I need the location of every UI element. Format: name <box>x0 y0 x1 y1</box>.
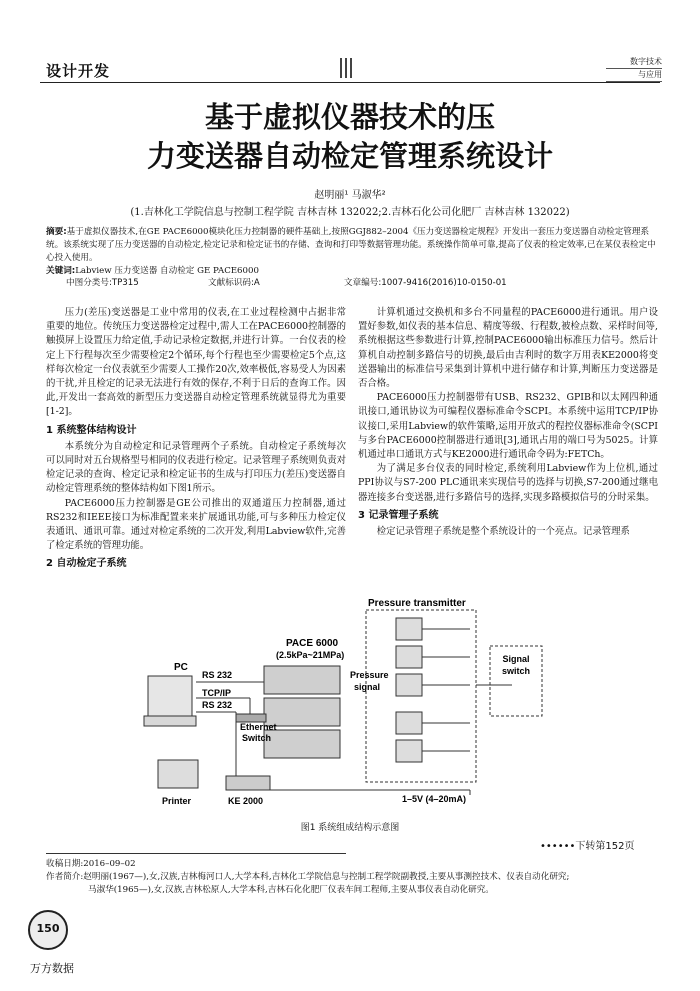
watermark: 万方数据 <box>30 962 74 975</box>
label-rs232-a: RS 232 <box>202 670 233 680</box>
abstract <box>46 226 656 278</box>
section-title: 设计开发 <box>46 62 111 80</box>
label-pressure-signal-2: signal <box>354 682 381 692</box>
label-signal-switch-1: Signal <box>502 654 530 664</box>
left-paragraph-3: PACE6000压力控制器是GE公司推出的双通道压力控制器,通过RS232和IEEE接口为标准配置来来扩展通讯功能,可与多种压力检定仪表通讯、通讯可靠。通过对检定系统的二次开发,利用Labview软件,完善了检定系统的管理功能。 <box>46 497 346 552</box>
paper-title-line1: 基于虚拟仪器技术的压 <box>204 100 495 134</box>
section-3-heading: 3 记录管理子系统 <box>358 509 439 521</box>
left-paragraph-1: 压力(差压)变送器是工业中常用的仪表,在工业过程检测中占据非常重要的地位。传统压力变送器检定过程中,需人工在PACE6000控制器的触摸屏上设置压力给定值,手动记录检定数据,并进行计算。一台仪表的检定上下行程每次至少需要检定2个循环,每个行程也至少需要检定5个点,这样每次检定一台仪表就至少需要人工操作20次,效率极低,容易受人为因素的干扰,并且检定的记录无法进行有效的保存,不利于日后的查询工作。因此,开发出一套高效的新型压力变送器自动检定管理系统就显得尤为重要[1-2]。 <box>46 307 346 418</box>
ethernet-switch-icon <box>236 714 266 722</box>
label-switch: Switch <box>242 733 272 743</box>
right-paragraph-2: PACE6000压力控制器带有USB、RS232、GPIB和以太网四种通讯接口,通讯协议为可编程仪器标准命令SCPI。本系统中运用TCP/IP协议接口,采用Labview的软件策略,运用开放式的程控仪器标准命令(SCPI与多台PACE6000控制器进行通讯[3],通讯占用的端口号为5025。计算机通过串口通讯方式与KE2000进行通讯命令码为:FETCh。 <box>358 392 658 461</box>
header-rule <box>40 82 660 83</box>
right-paragraph-1: 计算机通过交换机和多台不同量程的PACE6000进行通讯。用户设置好参数,如仪表的基本信息、精度等级、行程数,被检点数、采样时间等,系统根据这些参数进行计算,控制PACE6000输出标准压力信号。然后计算机自动控制多路信号的切换,最后由吉利时的数字万用表KE2000将变送器输出的标准信号采集到计算机中进行储存和计算,判断压力变送器是否合格。 <box>358 307 658 390</box>
label-pc: PC <box>174 662 188 673</box>
transmitter-signal-lines <box>422 629 512 795</box>
label-pressure-transmitter: Pressure transmitter <box>368 598 466 609</box>
abstract-label: 摘要: <box>46 227 67 237</box>
label-printer: Printer <box>162 796 192 806</box>
pace-unit-1 <box>264 666 340 694</box>
badge-bottom: 与应用 <box>606 69 662 82</box>
received-date: 收稿日期:2016–09–02 <box>46 859 136 869</box>
printer-icon <box>158 760 198 788</box>
label-tcpip: TCP/IP <box>202 688 232 698</box>
keywords: Labview 压力变送器 自动检定 GE PACE6000 <box>75 266 259 276</box>
label-pace-range: (2.5kPa~21MPa) <box>276 650 345 660</box>
label-ke2000: KE 2000 <box>228 796 264 806</box>
page-number: 150 <box>28 910 68 950</box>
footnote-rule <box>46 853 346 854</box>
label-rs232-b: RS 232 <box>202 700 233 710</box>
transmitter-3 <box>396 674 422 696</box>
section-1-heading: 1 系统整体结构设计 <box>46 424 137 436</box>
transmitter-4 <box>396 712 422 734</box>
label-pace6000: PACE 6000 <box>286 638 339 649</box>
transmitter-1 <box>396 618 422 640</box>
label-ethernet: Ethernet <box>240 722 277 732</box>
footnotes <box>46 858 666 897</box>
article-number: 文章编号:1007-9416(2016)10-0150-01 <box>344 278 507 288</box>
right-paragraph-4: 检定记录管理子系统是整个系统设计的一个亮点。记录管理系 <box>376 526 630 538</box>
figure-caption: 图1 系统组成结构示意图 <box>300 823 400 833</box>
abstract-text: 基于虚拟仪器技术,在GE PACE6000模块化压力控制器的硬件基础上,按照GGJ882–2004《压力变送器检定规程》开发出一套压力变送器自动检定管理系统。该系统实现了压力变送器的自动检定,检定记录和检定证书的存储、查询和打印等数据管理功能。系统操作简单可靠,提高了仪表的检定效率,已在某仪表检定中心投入使用。 <box>46 227 656 263</box>
label-current-range: 1–5V (4–20mA) <box>402 794 467 804</box>
document-code: 文献标识码:A <box>208 278 260 288</box>
badge-top: 数字技术 <box>606 56 662 69</box>
continued-note: ••••••下转第152页 <box>540 841 635 852</box>
left-column <box>46 306 346 574</box>
paper-title-line2: 力变送器自动检定管理系统设计 <box>146 139 553 173</box>
authors: 赵明丽¹ 马淑华² <box>314 190 386 201</box>
keywords-label: 关键词: <box>46 266 76 276</box>
pc-icon <box>148 676 192 716</box>
label-pressure-signal-1: Pressure <box>350 670 389 680</box>
left-paragraph-2: 本系统分为自动检定和记录管理两个子系统。自动检定子系统每次可以同时对五台规格型号相同的仪表进行检定。记录管理子系统则负责对检定记录的查询、检定记录和检定证书的生成与打印压力(差压)变送器自动检定管理系统的整体结构如下图1所示。 <box>46 440 347 495</box>
label-signal-switch-2: switch <box>501 666 531 676</box>
system-diagram <box>140 590 570 812</box>
affiliation: (1.吉林化工学院信息与控制工程学院 吉林吉林 132022;2.吉林石化公司化肥厂 吉林吉林 132022) <box>130 207 570 218</box>
header-bars <box>340 58 355 82</box>
right-paragraph-3: 为了满足多台仪表的同时检定,系统利用Labview作为上位机,通过PPI协议与S7-200 PLC通讯来实现信号的选择与切换,S7-200通过继电器连接多台变送器,进行多路信号的选择,实现多路模拟信号的分时采集。 <box>358 463 658 503</box>
author-bio-1: 作者简介:赵明丽(1967—),女,汉族,吉林梅河口人,大学本科,吉林化工学院信息与控制工程学院副教授,主要从事测控技术、仪表自动化研究; <box>46 872 570 882</box>
pace6000-controllers <box>264 666 340 758</box>
journal-badge <box>606 56 662 84</box>
transmitter-5 <box>396 740 422 762</box>
right-column <box>358 306 658 539</box>
ke2000-icon <box>226 776 270 790</box>
transmitter-icons <box>396 618 422 762</box>
pace-unit-3 <box>264 730 340 758</box>
transmitter-2 <box>396 646 422 668</box>
author-bio-2: 马淑华(1965—),女,汉族,吉林松原人,大学本科,吉林石化化肥厂仪表车间工程师,主要从事仪表自动化研究。 <box>88 885 494 895</box>
section-2-heading: 2 自动检定子系统 <box>46 558 127 570</box>
clc-number: 中图分类号:TP315 <box>66 278 139 288</box>
